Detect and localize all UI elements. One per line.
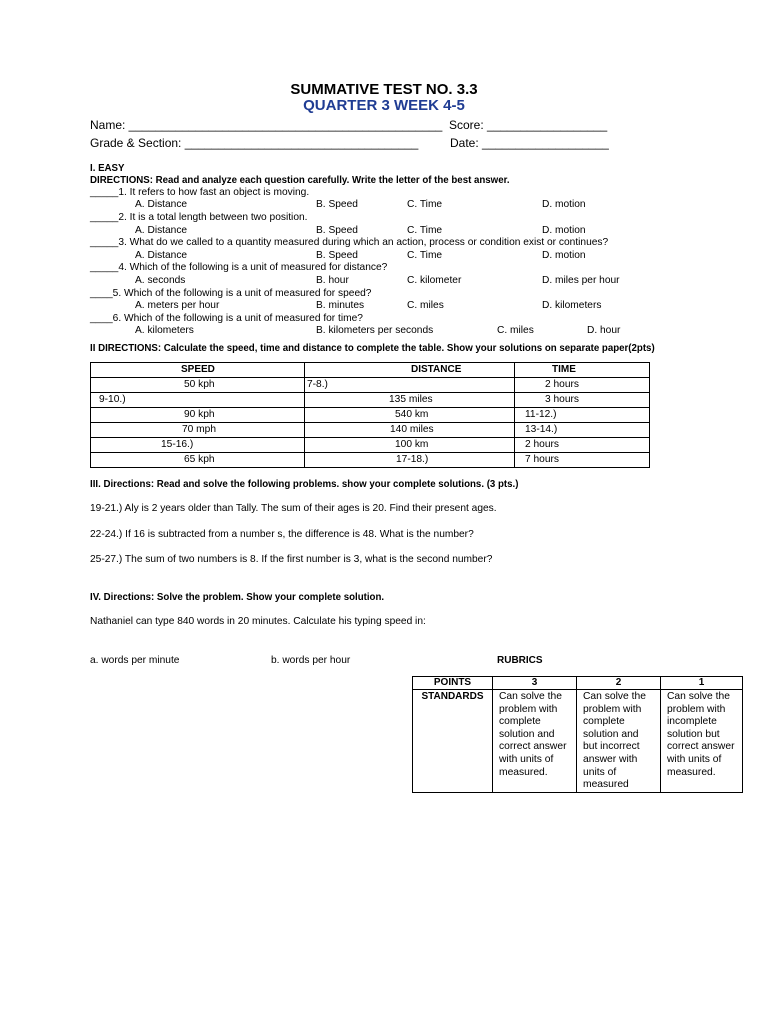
question-4-option-d: D. miles per hour [542, 275, 620, 286]
table-row [91, 423, 650, 438]
rubric-header-2: 2 [577, 677, 661, 690]
question-6: ____6. Which of the following is a unit of measured for time? [90, 313, 363, 324]
question-6-option-b: B. kilometers per seconds [316, 325, 434, 336]
part2-directions: II DIRECTIONS: Calculate the speed, time and distance to complete the table. Show your solutions on separate paper(2pts) [90, 343, 655, 354]
subtitle: QUARTER 3 WEEK 4-5 [303, 97, 465, 114]
question-2-option-d: D. motion [542, 225, 586, 236]
rubric-header-1: 1 [661, 677, 743, 690]
header-time: TIME [515, 363, 650, 378]
typing-problem: Nathaniel can type 840 words in 20 minutes. Calculate his typing speed in: [90, 616, 426, 627]
rubric-header-row [413, 677, 743, 690]
question-5-option-b: B. minutes [316, 300, 365, 311]
question-6-option-d: D. hour [587, 325, 621, 336]
question-5-option-d: D. kilometers [542, 300, 602, 311]
question-4-option-a: A. seconds [135, 275, 186, 286]
question-4-option-b: B. hour [316, 275, 349, 286]
question-4-option-c: C. kilometer [407, 275, 462, 286]
question-6-option-c: C. miles [497, 325, 534, 336]
table-cell-speed: 65 kph [91, 453, 305, 468]
table-cell-speed: 70 mph [91, 423, 305, 438]
table-cell-time: 13-14.) [515, 423, 650, 438]
rubric-standards-row [413, 690, 743, 793]
table-cell-distance: 140 miles [305, 423, 515, 438]
score-field-line: Score: __________________ [449, 118, 608, 132]
speed-distance-time-table [90, 362, 650, 468]
question-1-option-a: A. Distance [135, 199, 188, 210]
part3-directions: III. Directions: Read and solve the following problems. show your complete solutions. (3 pts.) [90, 479, 519, 490]
grade-section-field-line: Grade & Section: ___________________________________ [90, 136, 419, 150]
question-2-option-b: B. Speed [316, 225, 358, 236]
item-b-words-per-hour: b. words per hour [271, 655, 351, 666]
question-1: _____1. It refers to how fast an object is moving. [90, 187, 310, 198]
table-cell-distance: 100 km [305, 438, 515, 453]
name-field-line: Name: _______________________________________________ [90, 118, 443, 132]
question-4: _____4. Which of the following is a unit of measured for distance? [90, 262, 388, 273]
table-row [91, 408, 650, 423]
part1-directions: DIRECTIONS: Read and analyze each question carefully. Write the letter of the best answer. [90, 175, 510, 186]
table-cell-time: 11-12.) [515, 408, 650, 423]
part1-heading: I. EASY [90, 163, 125, 174]
question-1-option-d: D. motion [542, 199, 586, 210]
problem-19-21: 19-21.) Aly is 2 years older than Tally. The sum of their ages is 20. Find their present ages. [90, 503, 497, 514]
part4-directions: IV. Directions: Solve the problem. Show your complete solution. [90, 592, 385, 603]
table-cell-speed: 50 kph [91, 378, 305, 393]
rubric-header-points: POINTS [413, 677, 493, 690]
question-5: ____5. Which of the following is a unit of measured for speed? [90, 288, 372, 299]
table-cell-speed: 9-10.) [91, 393, 305, 408]
item-a-words-per-minute: a. words per minute [90, 655, 180, 666]
table-cell-distance: 17-18.) [305, 453, 515, 468]
table-cell-time: 3 hours [515, 393, 650, 408]
problem-25-27: 25-27.) The sum of two numbers is 8. If the first number is 3, what is the second number? [90, 554, 493, 565]
table-row [91, 378, 650, 393]
question-5-option-c: C. miles [407, 300, 444, 311]
question-3-option-d: D. motion [542, 250, 586, 261]
question-6-option-a: A. kilometers [135, 325, 194, 336]
table-cell-time: 2 hours [515, 438, 650, 453]
table-cell-distance: 540 km [305, 408, 515, 423]
rubric-row-label: STANDARDS [413, 690, 493, 793]
question-3: _____3. What do we called to a quantity measured during which an action, process or condition exist or continues? [90, 237, 609, 248]
question-2-option-c: C. Time [407, 225, 443, 236]
table-row [91, 438, 650, 453]
page-title: SUMMATIVE TEST NO. 3.3 [290, 81, 478, 98]
question-1-option-b: B. Speed [316, 199, 358, 210]
question-3-option-b: B. Speed [316, 250, 358, 261]
table-cell-speed: 15-16.) [91, 438, 305, 453]
rubric-standard-3: Can solve the problem with complete solution and correct answer with units of measured. [493, 690, 577, 793]
question-3-option-a: A. Distance [135, 250, 188, 261]
table-cell-time: 7 hours [515, 453, 650, 468]
table-row [91, 453, 650, 468]
question-2: _____2. It is a total length between two position. [90, 212, 308, 223]
header-speed: SPEED [91, 363, 305, 378]
problem-22-24: 22-24.) If 16 is subtracted from a number s, the difference is 48. What is the number? [90, 529, 474, 540]
question-1-option-c: C. Time [407, 199, 443, 210]
table-header-row [91, 363, 650, 378]
rubric-header-3: 3 [493, 677, 577, 690]
question-3-option-c: C. Time [407, 250, 443, 261]
table-cell-distance: 7-8.) [305, 378, 515, 393]
table-row [91, 393, 650, 408]
rubric-standard-1: Can solve the problem with incomplete solution but correct answer with units of measured. [661, 690, 743, 793]
question-2-option-a: A. Distance [135, 225, 188, 236]
header-distance: DISTANCE [305, 363, 515, 378]
rubric-standard-2: Can solve the problem with complete solution and but incorrect answer with units of measured [577, 690, 661, 793]
rubrics-table [412, 676, 743, 793]
rubrics-title: RUBRICS [497, 655, 543, 666]
table-cell-time: 2 hours [515, 378, 650, 393]
date-field-line: Date: ___________________ [450, 136, 609, 150]
table-cell-distance: 135 miles [305, 393, 515, 408]
table-cell-speed: 90 kph [91, 408, 305, 423]
question-5-option-a: A. meters per hour [135, 300, 220, 311]
